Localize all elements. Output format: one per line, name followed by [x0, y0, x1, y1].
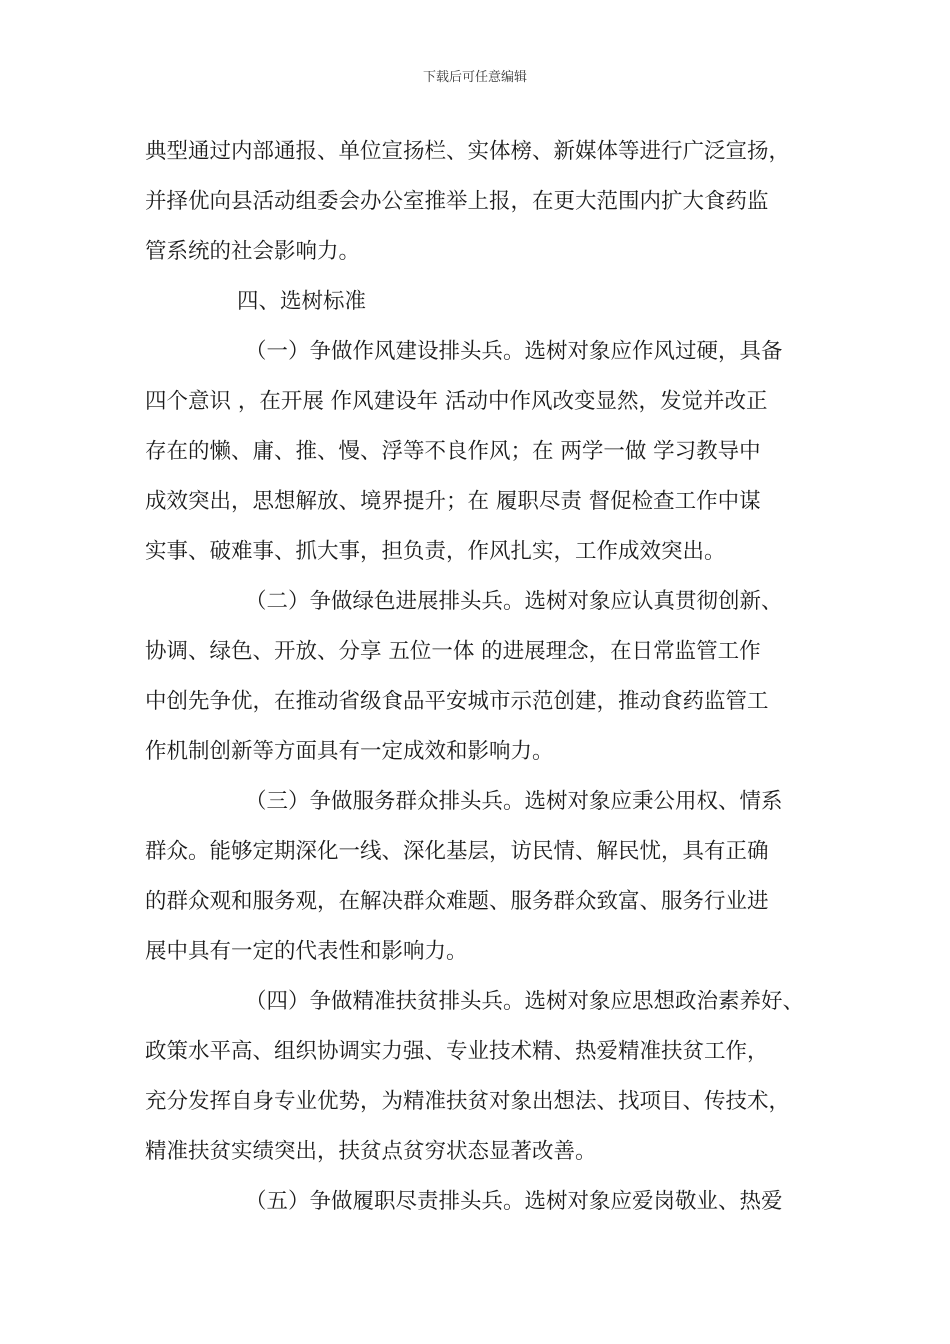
paragraph-start: （一）争做作风建设排头兵。选树对象应作风过硬，具备: [245, 339, 783, 364]
body-line: 协调、绿色、开放、分享 五位一体 的进展理念，在日常监管工作: [145, 639, 761, 664]
body-line: 中创先争优，在推动省级食品平安城市示范创建，推动食药监管工: [145, 689, 769, 714]
section-heading: 四、选树标准: [237, 289, 367, 314]
body-line: 精准扶贫实绩突出，扶贫点贫穷状态显著改善。: [145, 1139, 597, 1164]
body-line: 并择优向县活动组委会办公室推举上报，在更大范围内扩大食药监: [145, 189, 769, 214]
paragraph-start: （二）争做绿色进展排头兵。选树对象应认真贯彻创新、: [245, 589, 783, 614]
paragraph-start: （三）争做服务群众排头兵。选树对象应秉公用权、情系: [245, 789, 783, 814]
document-body: [145, 127, 835, 1227]
body-line: 成效突出，思想解放、境界提升；在 履职尽责 督促检查工作中谋: [145, 489, 761, 514]
body-line: 实事、破难事、抓大事，担负责，作风扎实，工作成效突出。: [145, 539, 726, 564]
body-line: 作机制创新等方面具有一定成效和影响力。: [145, 739, 554, 764]
body-line: 政策水平高、组织协调实力强、专业技术精、热爱精准扶贫工作，: [145, 1039, 769, 1064]
paragraph-start: （五）争做履职尽责排头兵。选树对象应爱岗敬业、热爱: [245, 1189, 783, 1214]
body-line: 展中具有一定的代表性和影响力。: [145, 939, 468, 964]
body-line: 典型通过内部通报、单位宣扬栏、实体榜、新媒体等进行广泛宣扬，: [145, 139, 791, 164]
paragraph-start: （四）争做精准扶贫排头兵。选树对象应思想政治素养好、: [245, 989, 805, 1014]
body-line: 充分发挥自身专业优势，为精准扶贫对象出想法、找项目、传技术，: [145, 1089, 791, 1114]
body-line: 管系统的社会影响力。: [145, 239, 361, 264]
body-line: 群众。能够定期深化一线、深化基层，访民情、解民忧，具有正确: [145, 839, 769, 864]
page-header-note: 下载后可任意编辑: [422, 70, 527, 85]
body-line: 四个意识 ，在开展 作风建设年 活动中作风改变显然，发觉并改正: [145, 389, 768, 414]
body-line: 存在的懒、庸、推、慢、浮等不良作风；在 两学一做 学习教导中: [145, 439, 761, 464]
body-line: 的群众观和服务观，在解决群众难题、服务群众致富、服务行业进: [145, 889, 769, 914]
